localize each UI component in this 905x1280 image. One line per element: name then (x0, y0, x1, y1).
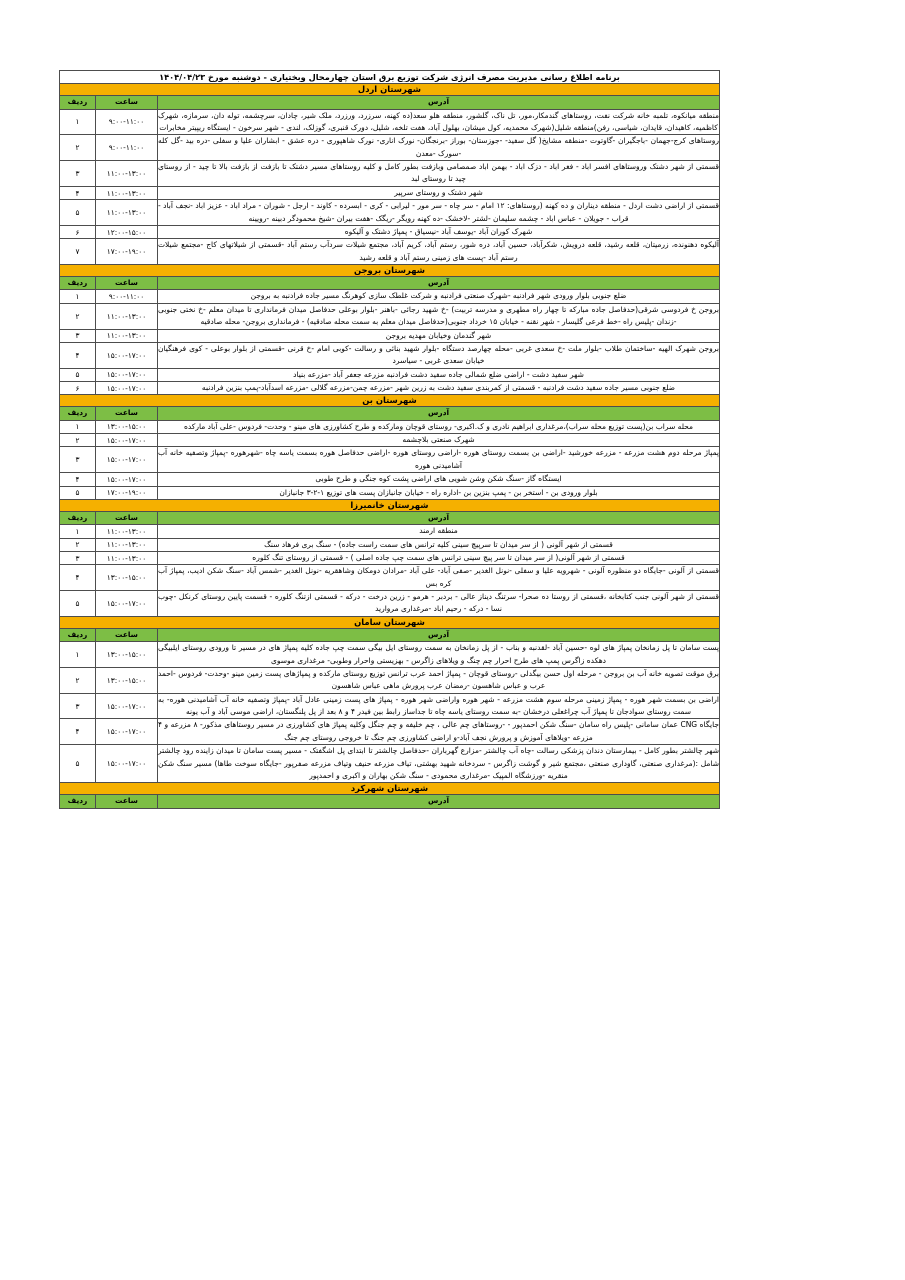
column-header-time: ساعت (96, 511, 158, 524)
outage-time: ۱۳:۰۰-۱۵:۰۰ (96, 642, 158, 668)
outage-row-number: ۳ (59, 161, 95, 187)
table-row (59, 420, 719, 433)
column-header-address: آدرس (158, 277, 720, 290)
outage-time: ۹:۰۰-۱۱:۰۰ (96, 109, 158, 135)
table-row (59, 719, 719, 745)
outage-row-number: ۱ (59, 109, 95, 135)
column-header-row (59, 628, 719, 641)
outage-address: شهر سفید دشت - اراضی ضلع شمالی جاده سفید دشت فرادنبه مزرعه جعفر آباد -مزرعه بنیاد (158, 368, 720, 381)
table-row (59, 382, 719, 395)
outage-time: ۱۵:۰۰-۱۷:۰۰ (96, 434, 158, 447)
outage-row-number: ۷ (59, 239, 95, 265)
county-name: شهرستان اردل (59, 84, 719, 96)
outage-address: قسمتی از شهر دشتک وروستاهای افسر اباد - فغر اباد - دزک اباد - بهمن اباد صمصامی وبازفت بطور کامل و کلیه روستاهای مسیر دشتک تا بازفت از بازفت بالا تا چید - از روستای چید تا روستای لبد (158, 161, 720, 187)
column-header-time: ساعت (96, 277, 158, 290)
column-header-row (59, 277, 719, 290)
table-row (59, 591, 719, 617)
outage-address: ضلع جنوبی مسیر جاده سفید دشت فرادنبه - قسمتی از کمربندی سفید دشت به زرین شهر -مزرعه چمن-مزرعه گلالی -مزرعه اسدآباد-پمپ بنزین فرادنبه (158, 382, 720, 395)
table-row (59, 486, 719, 499)
table-row (59, 667, 719, 693)
outage-time: ۱۵:۰۰-۱۷:۰۰ (96, 745, 158, 783)
outage-row-number: ۵ (59, 591, 95, 617)
column-header-row-number: ردیف (59, 96, 95, 109)
table-row (59, 290, 719, 303)
county-header-row (59, 616, 719, 628)
outage-row-number: ۱ (59, 290, 95, 303)
outage-schedule-table (59, 70, 720, 809)
county-header-row (59, 84, 719, 96)
outage-address: پمپاژ مرحله دوم هشت مزرعه - مزرعه خورشید -اراضی بن بسمت روستای هوره -اراضی روستای هوره -اراضی حدفاصل هوره بسمت یاسه چاه -شهرهوره -پمپاژ وتصفیه خانه آب آشامیدنی هوره (158, 447, 720, 473)
table-row (59, 161, 719, 187)
outage-address: منطقه ارمند (158, 525, 720, 538)
table-row (59, 186, 719, 199)
table-row (59, 342, 719, 368)
outage-address: قسمتی از شهر آلونی( از سر میدان تا سر پیچ سینی ترانس های سمت چپ جاده اصلی ) - قسمتی از روستای تنگ کلوره (158, 551, 720, 564)
table-row (59, 525, 719, 538)
outage-row-number: ۲ (59, 135, 95, 161)
county-name: شهرستان شهرکرد (59, 783, 719, 795)
outage-time: ۹:۰۰-۱۱:۰۰ (96, 135, 158, 161)
outage-address: شهرک کوران آباد -یوسف آباد -نیسیاق - پمپاژ دشتک و آلیکوه (158, 225, 720, 238)
outage-address: اراضی بن بسمت شهر هوره - پمپاژ زمینی مرحله سوم هشت مزرعه - شهر هوره واراضی شهر هوره - پمپاژ های پست زمینی عادل آباد -پمپاژ وتصفیه خانه آب آشامیدنی هوره- به سمت روستای سوادجان تا پمپاژ آب چراغعلی درخشان -به سمت روستای یاسه چاه تا جداساز رابط بین فیدر ۴ و ۸ بعد از پل پلنگستان، اراضی موسی آباد و آب یونه (158, 693, 720, 719)
outage-time: ۱۳:۰۰-۱۵:۰۰ (96, 565, 158, 591)
column-header-row (59, 511, 719, 524)
table-row (59, 200, 719, 226)
outage-address: قسمتی از آلونی -جایگاه دو منظوره آلونی - شهرویه علیا و سفلی -نونل الغدیر -صفی آباد- علی آباد -مرادان دومکان وشاهقریه -نونل الغدیر -شمس آباد -سنگ شکن ادیب، پمپاژ آب کره بس (158, 565, 720, 591)
column-header-address: آدرس (158, 96, 720, 109)
column-header-row (59, 96, 719, 109)
outage-time: ۱۵:۰۰-۱۷:۰۰ (96, 342, 158, 368)
column-header-time: ساعت (96, 628, 158, 641)
outage-schedule-sheet (60, 70, 720, 809)
outage-time: ۱۱:۰۰-۱۳:۰۰ (96, 551, 158, 564)
outage-time: ۱۵:۰۰-۱۷:۰۰ (96, 473, 158, 486)
county-header-row (59, 395, 719, 407)
outage-address: منطقه میانکوه، تلمبه خانه شرکت نفت، روستاهای گندمکار،مور، تل ناک، گلشور، منطقه هلو سعد(ده کهنه، سرزرد، ورزرد، ملک شیر، چادان، سرچشمه، توله دان، سرمازه، شهرک کاظمیه، کاهیدان، قایدان، شیاسی، رفن)منطقه شلیل(شهرک محمدیه، کول میشان، بهلول آباد، هفت تلخه، شلیل، دورک قنبری، گوزلک، لندی - شهر سرخون - ایستگاه ریپیتر مخابرات (158, 109, 720, 135)
table-row (59, 329, 719, 342)
county-name: شهرستان خانمیرزا (59, 499, 719, 511)
county-name: شهرستان سامان (59, 616, 719, 628)
outage-time: ۱۱:۰۰-۱۳:۰۰ (96, 303, 158, 329)
outage-row-number: ۱ (59, 642, 95, 668)
table-row (59, 693, 719, 719)
outage-row-number: ۵ (59, 200, 95, 226)
outage-row-number: ۱ (59, 420, 95, 433)
outage-time: ۱۱:۰۰-۱۳:۰۰ (96, 186, 158, 199)
table-row (59, 551, 719, 564)
outage-address: شهر چالشتر بطور کامل - بیمارستان دندان پزشکی رسالت -چاه آب چالشتر -مزارع گهرباران -حدفاصل چالشتر تا ابتدای پل اشگفتک - مسیر پست سامان تا میدان زاینده رود چالشتر شامل :(مرغداری صنعتی، گاوداری صنعتی ،مجتمع شیر و گوشت زاگرس - سردخانه شهید بهشتی، تیاف مزرعه حنیف وتیاف مزرعه صفرپور -جایگاه سوخت طاها) مسیر سنگ شکن منقریه -ورزشگاه المپیک -مرغداری محمودی - سنگ شکن بهاران و اکبری و احمدپور (158, 745, 720, 783)
outage-row-number: ۲ (59, 434, 95, 447)
county-header-row (59, 265, 719, 277)
table-row (59, 225, 719, 238)
table-row (59, 447, 719, 473)
outage-address: بروجن شهرک الهیه -ساختمان طلاب -بلوار ملت -خ سعدی غربی -محله چهارصد دستگاه -بلوار شهید بنائی و رسالت -کوبی امام -خ قرنی -قسمتی از بلوار بوعلی - کوی فرهنگیان خیابان سعدی غربی - سیاسرد (158, 342, 720, 368)
outage-address: پست سامان تا پل زمانخان پمپاژ های لوه -حسین آباد -لقدنبه و بناب - از پل زمانخان به سمت روستای ایل بیگی سمت چپ جاده کلیه پمپاژ های در مسیر تا ورودی روستای ایلبیگی دهکده زاگرس پمپ های طرح احرار چم چنگ و ویلاهای زاگرس - بهزیستی واحرار وطوبی- مرغداری موسوی (158, 642, 720, 668)
outage-row-number: ۴ (59, 719, 95, 745)
table-row (59, 565, 719, 591)
outage-address: برق موقت تصویه خانه آب بن بروجن - مرحله اول حسن بیگدلی -روستای قوچان - پمپاژ احمد عرب ترانس توزیع روستای مارکده و پمپاژهای پست زمین مینو -وحدت- فردوس -احمد عرب و عباس شاهسون -رمضان عرب پرورش ماهی عباس شاهسون (158, 667, 720, 693)
outage-address: قسمتی از اراضی دشت اردل - منطقه دیناران و ده کهنه (روستاهای: ۱۲ امام - سر چاه - سر مور - لیرابی - کری - ابسرده - کاوند - ارجل - شوران - مراد اباد - عزیز اباد -نجف آباد - قراب - جویلان - عباس اباد - چشمه سلیمان -لشتر -لاخشک -ده کهنه رویگر -ریگک -هفت بیران -شیخ محمودگر دبینه -رویینه (158, 200, 720, 226)
outage-row-number: ۳ (59, 329, 95, 342)
outage-time: ۱۲:۰۰-۱۵:۰۰ (96, 225, 158, 238)
column-header-address: آدرس (158, 795, 720, 808)
outage-time: ۱۵:۰۰-۱۷:۰۰ (96, 382, 158, 395)
outage-address: شهر دشتک و روستای سرپیر (158, 186, 720, 199)
outage-row-number: ۶ (59, 382, 95, 395)
outage-address: بلوار ورودی بن - استخر بن - پمپ بنزین بن -اداره راه - خیابان جانبازان پست های توزیع ۱-۲-۳ جانبازان (158, 486, 720, 499)
table-row (59, 745, 719, 783)
column-header-row-number: ردیف (59, 511, 95, 524)
county-header-row (59, 499, 719, 511)
outage-address: قسمتی از شهر آلونی ( از سر میدان تا سرپیچ سینی کلیه ترانس های سمت راست جاده) - سنگ بری فرهاد سنگ (158, 538, 720, 551)
column-header-row-number: ردیف (59, 407, 95, 420)
outage-row-number: ۶ (59, 225, 95, 238)
county-name: شهرستان بروجن (59, 265, 719, 277)
column-header-row-number: ردیف (59, 628, 95, 641)
outage-row-number: ۲ (59, 538, 95, 551)
outage-row-number: ۴ (59, 342, 95, 368)
table-row (59, 135, 719, 161)
outage-row-number: ۴ (59, 186, 95, 199)
outage-address: محله سراب بن(پست توزیع محله سراب)،مرغداری ابراهیم نادری و ک.اکبری- روستای قوچان ومارکده و طرح کشاورزی های مینو - وحدت- فردوس -علی آباد مارکده (158, 420, 720, 433)
column-header-time: ساعت (96, 407, 158, 420)
table-row (59, 368, 719, 381)
outage-time: ۱۵:۰۰-۱۷:۰۰ (96, 447, 158, 473)
outage-row-number: ۴ (59, 565, 95, 591)
outage-row-number: ۲ (59, 667, 95, 693)
outage-time: ۱۷:۰۰-۱۹:۰۰ (96, 239, 158, 265)
outage-row-number: ۳ (59, 693, 95, 719)
outage-address: جایگاه CNG عمان سامانی -پلیس راه سامان -سنگ شکن احمدپور - -روستاهای چم عالی ، چم خلیفه و چم جنگل وکلیه پمپاژ های کشاورزی در مسیر روستاهای مذکور- ۸ مزرعه و ۴ مزرعه -ویلاهای آموزش و پرورش نجف آباد-و اراضی کشاورزی چم جنگ تا خروجی روستای چم جنگ (158, 719, 720, 745)
column-header-address: آدرس (158, 511, 720, 524)
outage-row-number: ۳ (59, 551, 95, 564)
column-header-time: ساعت (96, 795, 158, 808)
outage-time: ۱۱:۰۰-۱۳:۰۰ (96, 200, 158, 226)
outage-address: ضلع جنوبی بلوار ورودی شهر فرادنبه -شهرک صنعتی فرادنبه و شرکت غلطک سازی کوهرنگ مسیر جاده فرادنبه به بروجن (158, 290, 720, 303)
column-header-row (59, 407, 719, 420)
outage-time: ۱۵:۰۰-۱۷:۰۰ (96, 693, 158, 719)
outage-time: ۱۵:۰۰-۱۷:۰۰ (96, 719, 158, 745)
table-row (59, 642, 719, 668)
column-header-row (59, 795, 719, 808)
page-title: برنامه اطلاع رسانی مدیریت مصرف انرژی شرکت توزیع برق استان چهارمحال وبختیاری - دوشنبه مورخ ۱۴۰۴/۰۴/۲۳ (59, 71, 719, 84)
column-header-address: آدرس (158, 628, 720, 641)
outage-row-number: ۱ (59, 525, 95, 538)
table-row (59, 239, 719, 265)
outage-time: ۱۱:۰۰-۱۳:۰۰ (96, 161, 158, 187)
document-title-row (59, 71, 719, 84)
outage-time: ۱۳:۰۰-۱۵:۰۰ (96, 420, 158, 433)
outage-address: بروجن خ فردوسی شرقی(حدفاصل جاده مبارکه تا چهار راه مطهری و مدرسه تربیت) -خ شهید رجائی -باهنر -بلوار بوعلی حدفاصل میدان فرمانداری تا میدان معلم -خ نختی جنوبی -زندان -پلیس راه -خط فرعی گلیسار - شهر نقنه - خیابان ۱۵ خرداد جنوبی(حدفاصل میدان معلم به سمت محله صادقیه) - فرمانداری بروجن- محله صادقیه (158, 303, 720, 329)
outage-address: ایستگاه گاز -سنگ شکن وشن شویی های اراضی پشت کوه جنگی و طرح طوبی (158, 473, 720, 486)
table-row (59, 109, 719, 135)
column-header-time: ساعت (96, 96, 158, 109)
outage-row-number: ۵ (59, 745, 95, 783)
outage-address: قسمتی از شهر آلونی جنب کتابخانه ،قسمتی از روستا ده صحرا- سرتنگ دیناز عالی - بردبر - هرمو - زرین درخت - درکه - قسمتی ازتنگ کلوره - قسمت پایین روستای کرنکل -چوب نسا - درکه - رحیم اباد -مرغداری مروارید (158, 591, 720, 617)
column-header-row-number: ردیف (59, 277, 95, 290)
column-header-row-number: ردیف (59, 795, 95, 808)
outage-time: ۱۵:۰۰-۱۷:۰۰ (96, 591, 158, 617)
outage-time: ۱۱:۰۰-۱۳:۰۰ (96, 329, 158, 342)
outage-time: ۱۱:۰۰-۱۳:۰۰ (96, 538, 158, 551)
outage-row-number: ۵ (59, 486, 95, 499)
outage-row-number: ۳ (59, 447, 95, 473)
outage-address: شهر گندمان وخیابان مهدیه بروجن (158, 329, 720, 342)
table-row (59, 538, 719, 551)
outage-row-number: ۲ (59, 303, 95, 329)
table-row (59, 303, 719, 329)
outage-address: شهرک صنعتی بلاچشمه (158, 434, 720, 447)
table-row (59, 473, 719, 486)
outage-row-number: ۴ (59, 473, 95, 486)
outage-row-number: ۵ (59, 368, 95, 381)
outage-time: ۱۵:۰۰-۱۷:۰۰ (96, 368, 158, 381)
outage-time: ۱۷:۰۰-۱۹:۰۰ (96, 486, 158, 499)
county-header-row (59, 783, 719, 795)
outage-time: ۹:۰۰-۱۱:۰۰ (96, 290, 158, 303)
county-name: شهرستان بن (59, 395, 719, 407)
table-row (59, 434, 719, 447)
outage-address: روستاهای کرج-جهمان -باجگیران -گاوتوت -منطقه مشایخ( گل سفید- -جوزستان- بوراز -برنجگان- نورک اناری- نورک شاهپوری - دره عشق - ابشاران علیا و سفلی -دره بید -گل کله -سورک -معدن (158, 135, 720, 161)
outage-time: ۱۳:۰۰-۱۵:۰۰ (96, 667, 158, 693)
outage-address: آلیکوه دهنونده، زرمیتان، قلعه رشید، قلعه درویش، شکرآباد، حسین آباد، دره شور، رستم آباد، کریم آباد، مجتمع شیلات سردآب رستم آباد -قسمتی از شیلاتهای کاج -مجتمع شیلات رستم آباد -پست های زمینی رستم آباد و قلعه رشید (158, 239, 720, 265)
column-header-address: آدرس (158, 407, 720, 420)
outage-time: ۱۱:۰۰-۱۳:۰۰ (96, 525, 158, 538)
